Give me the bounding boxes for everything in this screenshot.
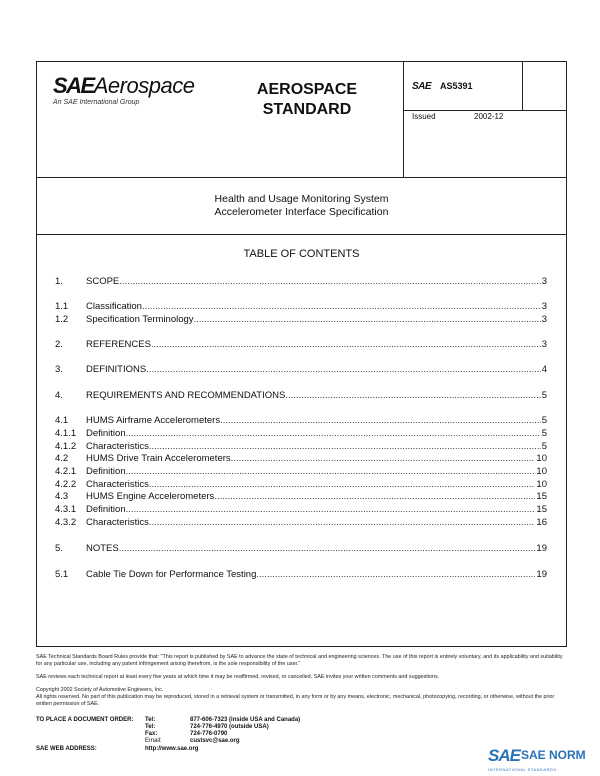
toc-entry[interactable] bbox=[55, 276, 547, 287]
toc-entry[interactable] bbox=[55, 517, 547, 528]
toc-leader bbox=[149, 479, 536, 490]
toc-entry[interactable] bbox=[55, 479, 547, 490]
toc-entry[interactable] bbox=[55, 301, 547, 312]
document-number: AS5391 bbox=[440, 81, 473, 91]
toc-page: 15 bbox=[536, 491, 547, 502]
toc-leader bbox=[126, 428, 541, 439]
toc-page: 3 bbox=[541, 339, 547, 350]
logo-subtitle: An SAE International Group bbox=[53, 99, 140, 106]
toc-title: Characteristics bbox=[86, 517, 149, 528]
document-frame bbox=[36, 61, 567, 647]
document-title bbox=[37, 193, 566, 219]
logo-italic: Aerospace bbox=[93, 73, 195, 98]
toc-page: 15 bbox=[536, 504, 547, 515]
toc-leader bbox=[119, 276, 540, 287]
fax-label: Fax: bbox=[145, 731, 158, 737]
toc-entry[interactable] bbox=[55, 415, 547, 426]
email-link[interactable]: custsvc@sae.org bbox=[190, 738, 240, 744]
sae-norm-watermark bbox=[488, 746, 598, 776]
toc-leader bbox=[126, 466, 536, 477]
toc-page: 3 bbox=[541, 276, 547, 287]
toc-title: Definition bbox=[86, 428, 126, 439]
toc-entry[interactable] bbox=[55, 428, 547, 439]
header-vdivider-2 bbox=[522, 62, 523, 110]
title-line2: Accelerometer Interface Specification bbox=[214, 206, 389, 218]
toc-page: 10 bbox=[536, 453, 547, 464]
tel-value[interactable]: 877-606-7323 (inside USA and Canada) bbox=[190, 717, 301, 723]
sae-aerospace-logo bbox=[53, 73, 194, 99]
toc-page: 5 bbox=[541, 428, 547, 439]
toc-title: HUMS Drive Train Accelerometers bbox=[86, 453, 231, 464]
toc-entry[interactable] bbox=[55, 441, 547, 452]
toc-entry[interactable] bbox=[55, 569, 547, 580]
toc-leader bbox=[149, 517, 536, 528]
toc-title: Characteristics bbox=[86, 479, 149, 490]
toc-leader bbox=[194, 314, 541, 325]
toc-number: 4.1 bbox=[55, 415, 69, 426]
toc-entry[interactable] bbox=[55, 364, 547, 375]
toc-title: DEFINITIONS bbox=[86, 364, 147, 375]
standard-type bbox=[207, 80, 407, 120]
order-label: TO PLACE A DOCUMENT ORDER: bbox=[36, 717, 134, 723]
brand-tagline: INTERNATIONAL STANDARDS bbox=[488, 767, 557, 772]
toc-number: 3. bbox=[55, 364, 63, 375]
toc-leader bbox=[151, 339, 541, 350]
toc-heading: TABLE OF CONTENTS bbox=[243, 248, 360, 260]
footer-copyright: Copyright 2002 Society of Automotive Engineers, Inc. bbox=[36, 687, 164, 693]
toc-title: HUMS Engine Accelerometers bbox=[86, 491, 215, 502]
toc-leader bbox=[142, 301, 541, 312]
toc-number: 4.2 bbox=[55, 453, 69, 464]
toc-entry[interactable] bbox=[55, 491, 547, 502]
brand-norm: SAE NORM bbox=[521, 748, 586, 762]
toc-page: 10 bbox=[536, 466, 547, 477]
toc-title: Definition bbox=[86, 466, 126, 477]
toc-title: NOTES bbox=[86, 543, 119, 554]
toc-title: REFERENCES bbox=[86, 339, 151, 350]
email-label: Email: bbox=[145, 738, 162, 744]
toc-page: 16 bbox=[536, 517, 547, 528]
toc-number: 5. bbox=[55, 543, 63, 554]
toc-number: 4.2.1 bbox=[55, 466, 77, 477]
toc-entry[interactable] bbox=[55, 390, 547, 401]
tel2-label: Tel: bbox=[145, 724, 156, 730]
toc-entry[interactable] bbox=[55, 543, 547, 554]
toc-leader bbox=[220, 415, 541, 426]
toc-number: 5.1 bbox=[55, 569, 69, 580]
toc-leader bbox=[285, 390, 540, 401]
fax-value: 724-776-0790 bbox=[190, 731, 228, 737]
toc-title: Specification Terminology bbox=[86, 314, 194, 325]
toc-page: 3 bbox=[541, 301, 547, 312]
footer-rules: SAE Technical Standards Board Rules provide that: "This report is published by SAE to advance the state of technical and engineering sciences. The use of this report is entirely voluntary, and its applicability and suitability for any particular use, including any patent infringement arising therefrom, is the sole responsibility of the user." bbox=[36, 654, 563, 667]
toc-number: 4.3.2 bbox=[55, 517, 77, 528]
toc-leader bbox=[119, 543, 536, 554]
toc-entry[interactable] bbox=[55, 339, 547, 350]
footer-review: SAE reviews each technical report at least every five years at which time it may be reaffirmed, revised, or cancelled. SAE invites your written comments and suggestions. bbox=[36, 674, 440, 680]
toc-page: 5 bbox=[541, 390, 547, 401]
standard-type-line2: STANDARD bbox=[262, 101, 352, 118]
toc-entry[interactable] bbox=[55, 504, 547, 515]
toc-page: 3 bbox=[541, 314, 547, 325]
toc-title: Cable Tie Down for Performance Testing bbox=[86, 569, 257, 580]
sae-mark: SAE bbox=[412, 81, 432, 92]
toc-leader bbox=[231, 453, 536, 464]
toc-entry[interactable] bbox=[55, 453, 547, 464]
docno-divider bbox=[403, 110, 567, 111]
toc-entry[interactable] bbox=[55, 314, 547, 325]
toc-page: 4 bbox=[541, 364, 547, 375]
toc-page: 19 bbox=[536, 543, 547, 554]
issued-date: 2002-12 bbox=[474, 112, 504, 121]
toc-title: Classification bbox=[86, 301, 142, 312]
toc-number: 4.1.2 bbox=[55, 441, 77, 452]
issued-label: Issued bbox=[412, 112, 436, 121]
toc-page: 19 bbox=[536, 569, 547, 580]
logo-bold: SAE bbox=[53, 73, 94, 98]
toc-leader bbox=[146, 364, 541, 375]
toc-title: Definition bbox=[86, 504, 126, 515]
toc-page: 5 bbox=[541, 415, 547, 426]
toc-number: 2. bbox=[55, 339, 63, 350]
tel-label: Tel: bbox=[145, 717, 156, 723]
brand-sae: SAE bbox=[488, 746, 520, 765]
web-label: SAE WEB ADDRESS: bbox=[36, 746, 97, 752]
toc-title: Characteristics bbox=[86, 441, 149, 452]
toc-number: 1. bbox=[55, 276, 63, 287]
toc-page: 10 bbox=[536, 479, 547, 490]
toc-page: 5 bbox=[541, 441, 547, 452]
tel2-value[interactable]: 724-776-4970 (outside USA) bbox=[190, 724, 269, 730]
toc-leader bbox=[214, 491, 535, 502]
toc-title: REQUIREMENTS AND RECOMMENDATIONS bbox=[86, 390, 286, 401]
footer-rights: All rights reserved. No part of this publication may be reproduced, stored in a retrieval system or transmitted, in any form or by any means, electronic, mechanical, photocopying, recording, or otherwise, without the prior written permission of SAE. bbox=[36, 694, 555, 707]
toc-number: 4. bbox=[55, 390, 63, 401]
title-line1: Health and Usage Monitoring System bbox=[214, 193, 389, 205]
toc-entry[interactable] bbox=[55, 466, 547, 477]
toc-number: 1.1 bbox=[55, 301, 69, 312]
toc-leader bbox=[149, 441, 541, 452]
toc-title: HUMS Airframe Accelerometers bbox=[86, 415, 221, 426]
web-link[interactable]: http://www.sae.org bbox=[145, 746, 199, 752]
toc-number: 4.3 bbox=[55, 491, 69, 502]
standard-type-line1: AEROSPACE bbox=[256, 81, 358, 98]
toc-number: 4.3.1 bbox=[55, 504, 77, 515]
header-divider bbox=[37, 177, 566, 178]
toc-title: SCOPE bbox=[86, 276, 120, 287]
toc-number: 1.2 bbox=[55, 314, 69, 325]
toc-leader bbox=[126, 504, 536, 515]
toc-number: 4.1.1 bbox=[55, 428, 77, 439]
toc-number: 4.2.2 bbox=[55, 479, 77, 490]
toc-leader bbox=[256, 569, 535, 580]
title-divider bbox=[37, 234, 566, 235]
